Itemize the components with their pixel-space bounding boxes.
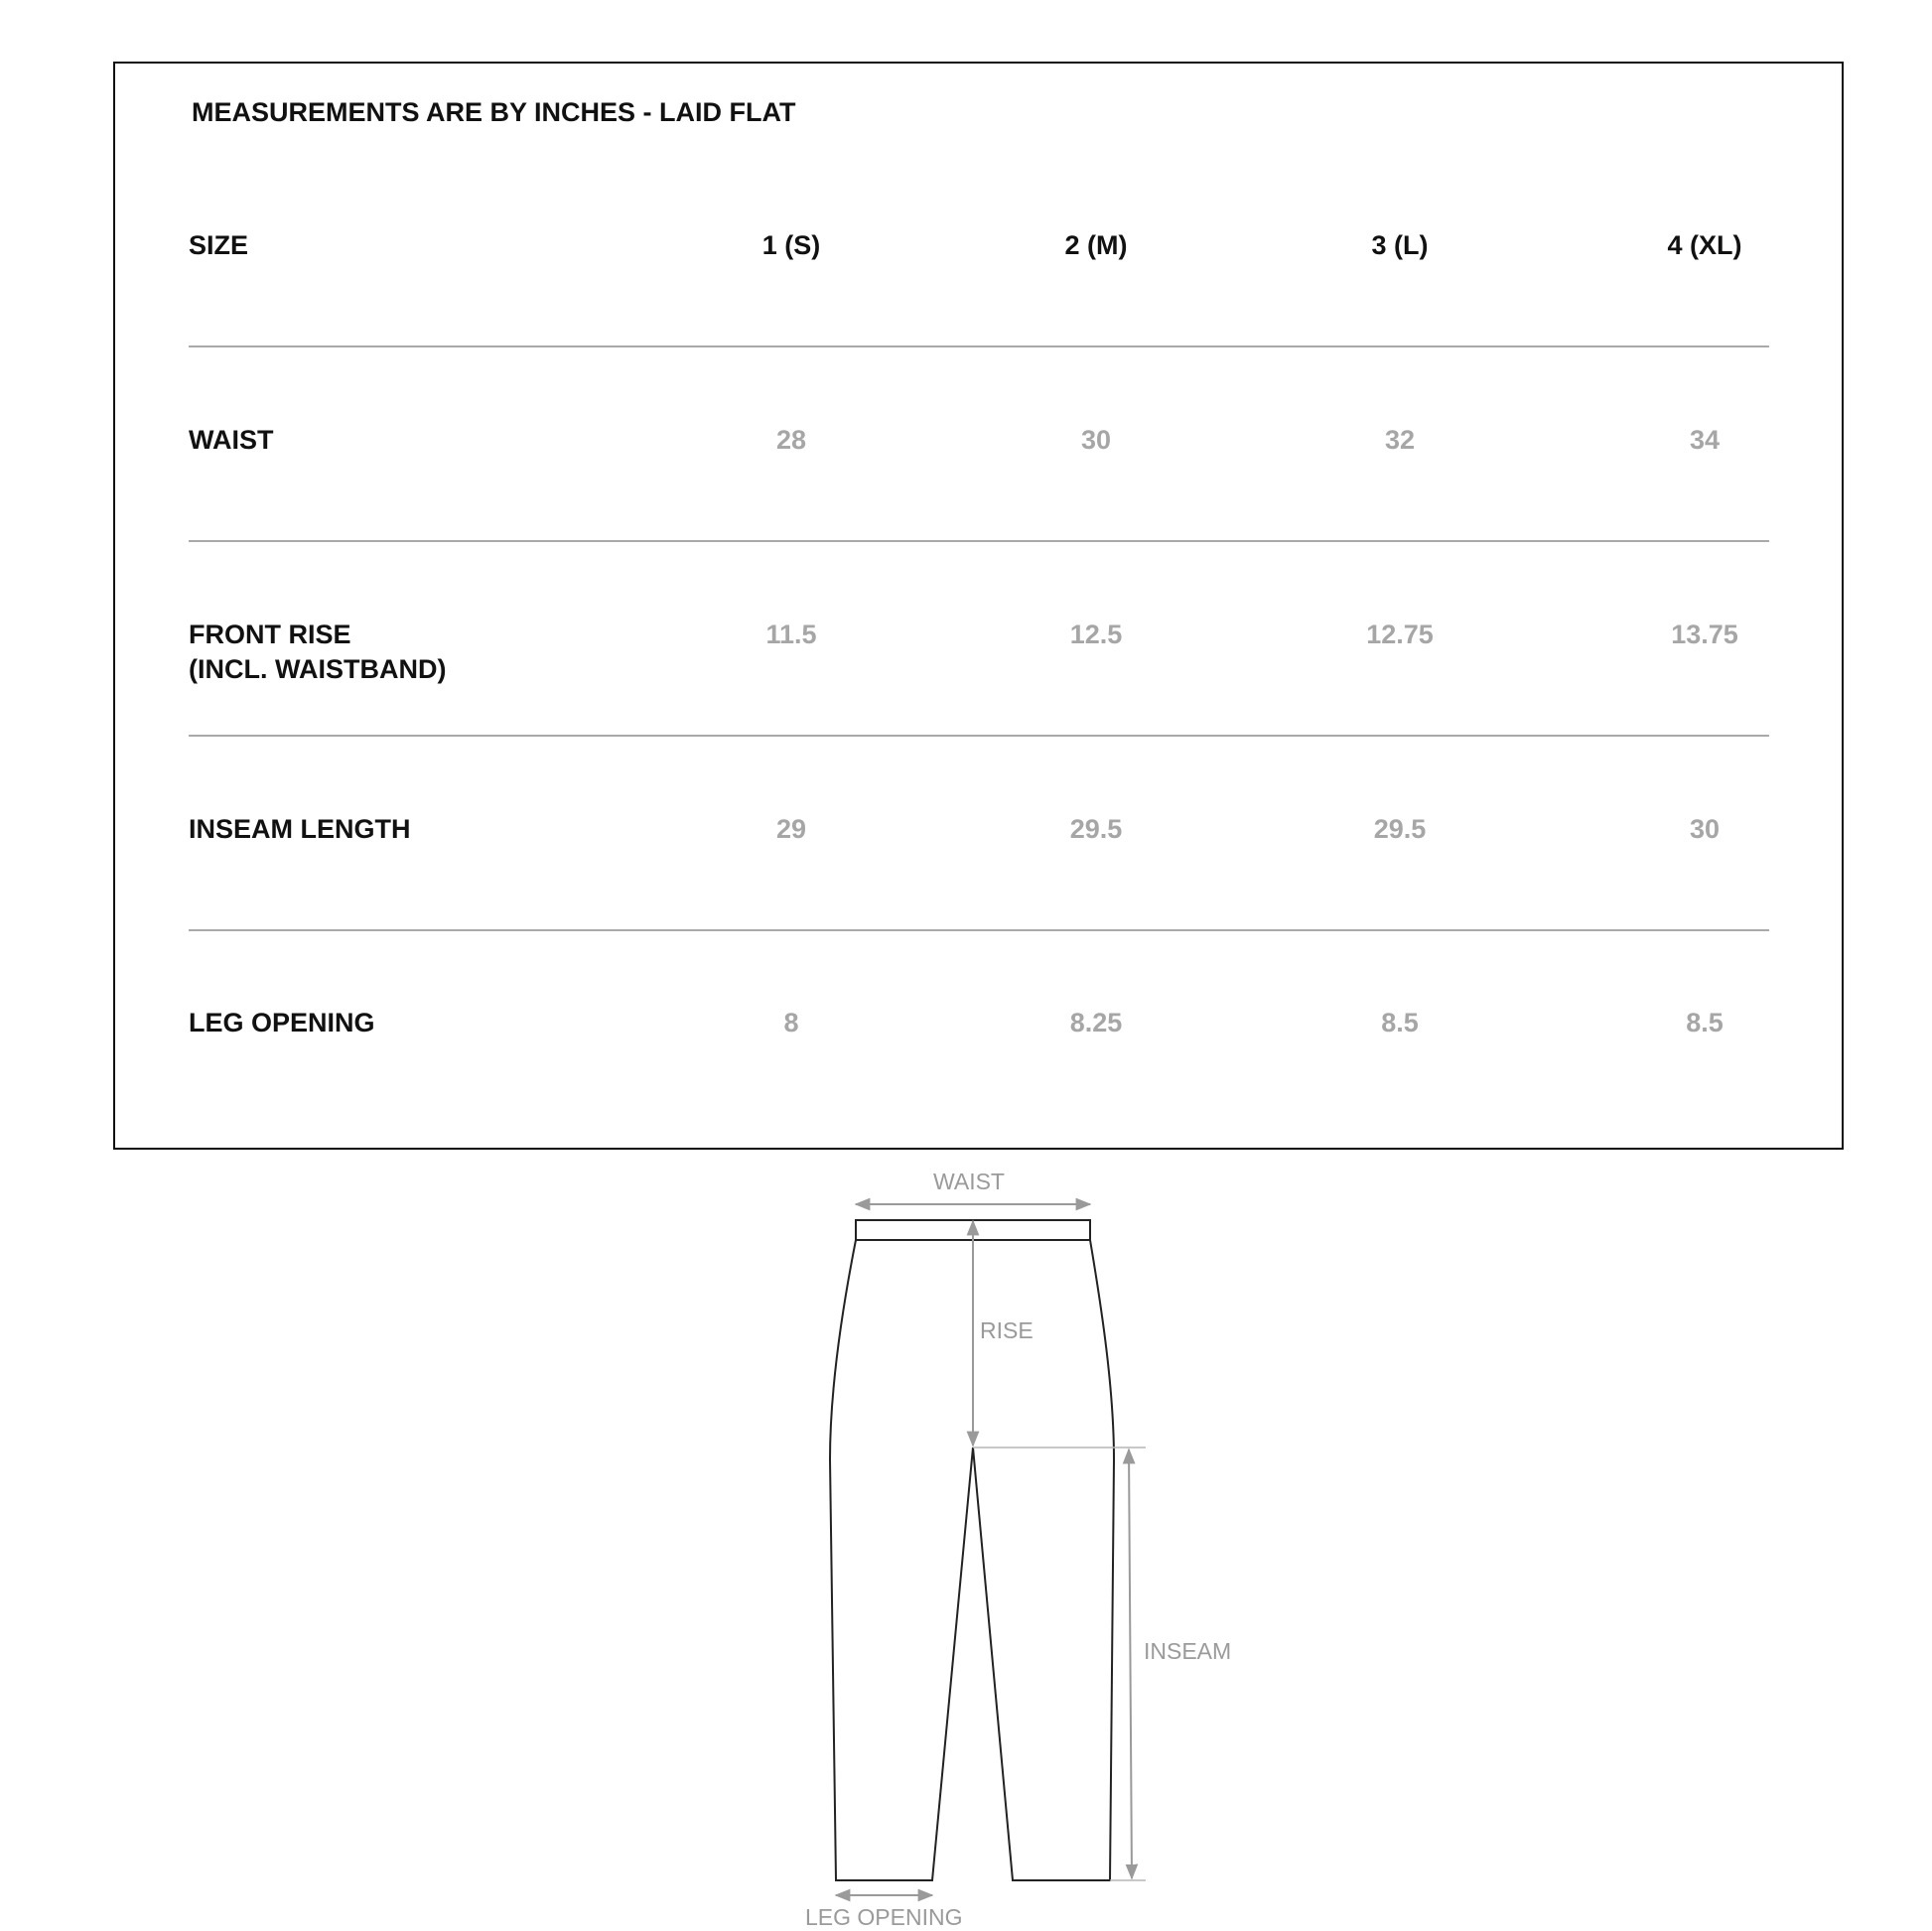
row-divider bbox=[189, 345, 1769, 347]
size-chart-frame bbox=[113, 62, 1844, 1150]
leg-opening-annotation: LEG OPENING bbox=[805, 1904, 963, 1930]
row-label-leg-opening: LEG OPENING bbox=[189, 1008, 375, 1037]
cell-front-rise-s: 11.5 bbox=[765, 620, 817, 649]
size-column-l: 3 (L) bbox=[1371, 230, 1429, 260]
cell-inseam-m: 29.5 bbox=[1069, 814, 1123, 844]
inseam-arrow bbox=[1129, 1449, 1132, 1878]
cell-waist-xl: 34 bbox=[1689, 425, 1721, 455]
cell-front-rise-m: 12.5 bbox=[1069, 620, 1123, 649]
cell-leg-opening-s: 8 bbox=[783, 1008, 799, 1037]
cell-front-rise-l: 12.75 bbox=[1366, 620, 1434, 649]
cell-leg-opening-l: 8.5 bbox=[1381, 1008, 1419, 1037]
cell-inseam-l: 29.5 bbox=[1373, 814, 1427, 844]
pants-waistband bbox=[856, 1220, 1090, 1240]
cell-inseam-xl: 30 bbox=[1689, 814, 1721, 844]
cell-front-rise-xl: 13.75 bbox=[1671, 620, 1738, 649]
row-divider bbox=[189, 540, 1769, 542]
cell-waist-s: 28 bbox=[775, 425, 807, 455]
size-column-xl: 4 (XL) bbox=[1667, 230, 1742, 260]
rise-annotation: RISE bbox=[980, 1317, 1034, 1343]
row-divider bbox=[189, 929, 1769, 931]
row-label-front-rise: FRONT RISE bbox=[189, 620, 351, 649]
waist-annotation: WAIST bbox=[933, 1169, 1005, 1194]
size-column-s: 1 (S) bbox=[761, 230, 821, 260]
cell-inseam-s: 29 bbox=[775, 814, 807, 844]
cell-leg-opening-m: 8.25 bbox=[1069, 1008, 1123, 1037]
cell-waist-l: 32 bbox=[1384, 425, 1416, 455]
row-label-waist: WAIST bbox=[189, 425, 274, 455]
chart-title: MEASUREMENTS ARE BY INCHES - LAID FLAT bbox=[192, 97, 796, 127]
size-column-m: 2 (M) bbox=[1064, 230, 1128, 260]
row-label-inseam-length: INSEAM LENGTH bbox=[189, 814, 411, 844]
cell-waist-m: 30 bbox=[1080, 425, 1112, 455]
pants-outline bbox=[830, 1240, 1114, 1880]
row-sublabel-front-rise: (INCL. WAISTBAND) bbox=[189, 654, 447, 684]
cell-leg-opening-xl: 8.5 bbox=[1686, 1008, 1724, 1037]
row-divider bbox=[189, 735, 1769, 737]
size-header-label: SIZE bbox=[189, 230, 249, 260]
inseam-annotation: INSEAM bbox=[1144, 1638, 1232, 1664]
